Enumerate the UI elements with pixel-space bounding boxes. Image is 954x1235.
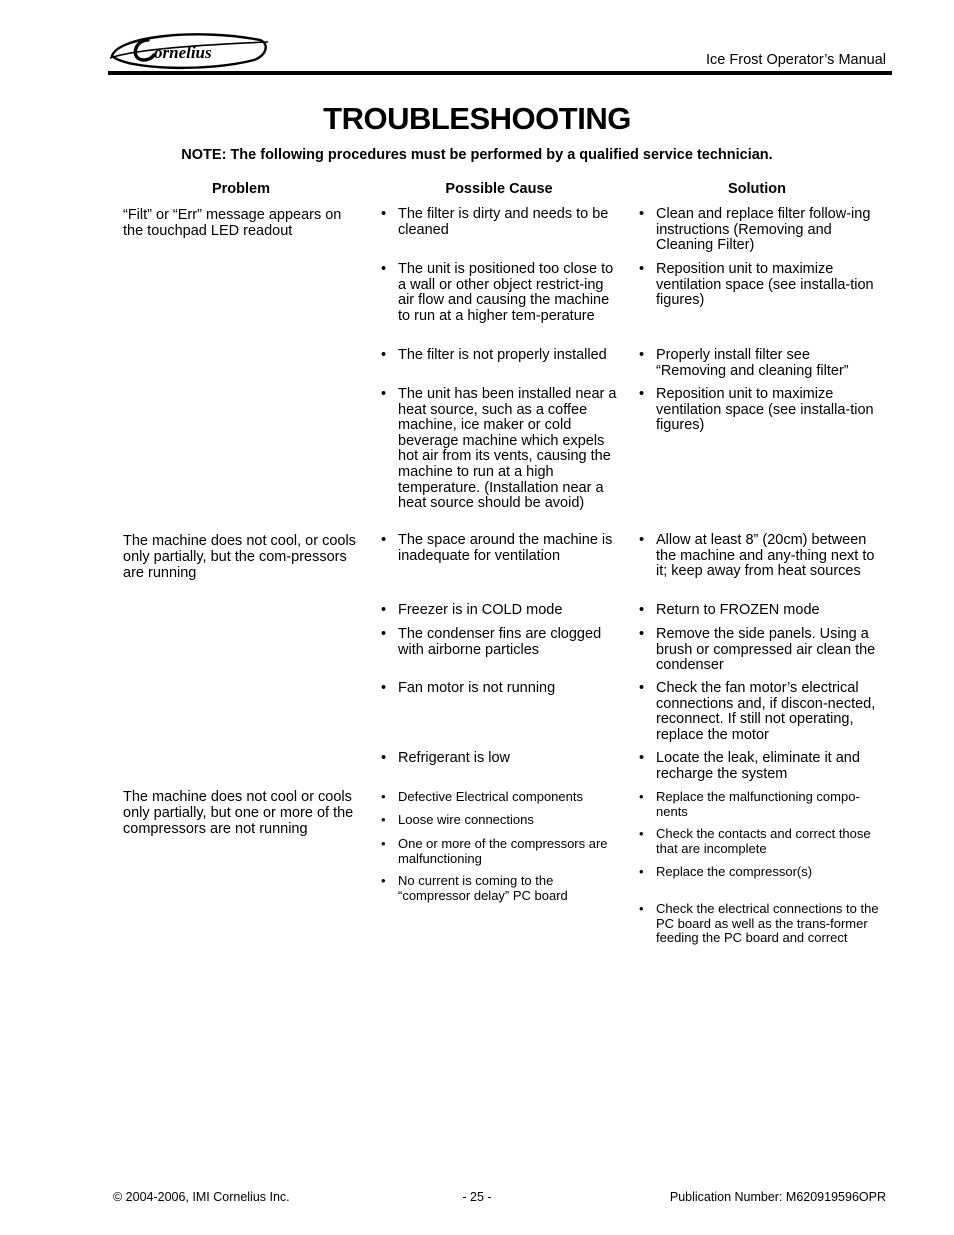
problem-text: The machine does not cool or cools only partially, but one or more of the compressors are not running: [123, 789, 354, 837]
solution-item: [639, 750, 881, 782]
footer-copyright: © 2004-2006, IMI Cornelius Inc.: [113, 1190, 290, 1204]
column-header-problem: Problem: [211, 181, 270, 197]
solution-text: Reposition unit to maximize ventilation space (see installa-tion figures): [656, 261, 874, 309]
solution-text: Properly install filter see “Removing and cleaning filter”: [656, 347, 849, 379]
solution-text: Reposition unit to maximize ventilation space (see installa-tion figures): [656, 386, 874, 434]
bullet: •: [381, 386, 387, 402]
solution-text: Check the contacts and correct those that are incomplete: [656, 826, 871, 856]
bullet: •: [381, 347, 387, 363]
cause-item: [381, 789, 623, 805]
bullet: •: [639, 206, 645, 222]
problem-text: The machine does not cool, or cools only partially, but the com-pressors are running: [123, 533, 356, 581]
bullet: •: [381, 602, 387, 618]
cause-item: [381, 261, 623, 324]
solution-item: [639, 826, 881, 856]
cause-text: The condenser fins are clogged with airborne particles: [398, 626, 602, 658]
cause-text: Freezer is in COLD mode: [398, 602, 563, 618]
solution-item: [639, 532, 881, 580]
bullet: •: [381, 532, 387, 548]
cause-item: [381, 836, 623, 866]
solution-text: Return to FROZEN mode: [656, 602, 820, 618]
cause-text: Defective Electrical components: [398, 789, 583, 804]
bullet: •: [639, 680, 645, 696]
solution-text: Replace the compressor(s): [656, 864, 813, 879]
svg-text:ornelius: ornelius: [154, 43, 212, 62]
cause-text: One or more of the compressors are malfunctioning: [398, 836, 608, 866]
page-title: TROUBLESHOOTING: [323, 101, 631, 136]
cause-text: Fan motor is not running: [398, 680, 556, 696]
cause-text: The filter is dirty and needs to be cleaned: [398, 206, 609, 238]
bullet: •: [639, 826, 644, 841]
bullet: •: [381, 750, 387, 766]
footer-publication-number: Publication Number: M620919596OPR: [669, 1190, 886, 1204]
bullet: •: [381, 626, 387, 642]
bullet: •: [381, 789, 386, 804]
cause-text: Loose wire connections: [398, 812, 534, 827]
solution-item: [639, 626, 881, 674]
solution-text: Check the electrical connections to the PC board as well as the trans-former feeding the PC board and correct: [656, 901, 879, 946]
solution-text: Clean and replace filter follow-ing instructions (Removing and Cleaning Filter): [656, 206, 871, 254]
solution-item: [639, 680, 881, 743]
cause-text: The unit has been installed near a heat source, such as a coffee machine, ice maker or cold beverage machine which expels hot air from its vents, causing the machine to run at a high temperature. (Installation near a heat source should be avoid): [398, 386, 617, 512]
cause-item: [381, 812, 623, 828]
solution-text: Replace the malfunctioning compo-nents: [656, 789, 860, 819]
cause-text: No current is coming to the “compressor delay” PC board: [398, 873, 568, 903]
cause-item: [381, 347, 623, 364]
bullet: •: [639, 626, 645, 642]
cornelius-logo: [108, 30, 268, 70]
bullet: •: [639, 750, 645, 766]
solution-text: Allow at least 8” (20cm) between the machine and any-thing next to it; keep away from heat sources: [656, 532, 875, 580]
cause-item: [381, 386, 623, 512]
cause-item: [381, 873, 623, 903]
cause-item: [381, 626, 623, 658]
cause-item: [381, 602, 623, 619]
cause-text: The filter is not properly installed: [398, 347, 607, 363]
safety-note: NOTE: The following procedures must be performed by a qualified service technician.: [181, 147, 773, 163]
bullet: •: [639, 386, 645, 402]
bullet: •: [639, 789, 644, 804]
cause-item: [381, 680, 623, 697]
solution-item: [639, 206, 881, 254]
bullet: •: [381, 680, 387, 696]
solution-item: [639, 386, 881, 434]
footer-page-number: - 25 -: [462, 1190, 492, 1204]
bullet: •: [639, 602, 645, 618]
column-header-solution: Solution: [728, 181, 786, 197]
solution-item: [639, 901, 881, 946]
bullet: •: [639, 347, 645, 363]
bullet: •: [381, 836, 386, 851]
bullet: •: [381, 873, 386, 888]
manual-title: Ice Frost Operator’s Manual: [706, 52, 886, 68]
solution-text: Remove the side panels. Using a brush or compressed air clean the condenser: [656, 626, 876, 674]
solution-item: [639, 789, 881, 819]
cause-text: The space around the machine is inadequate for ventilation: [398, 532, 613, 564]
solution-text: Locate the leak, eliminate it and recharge the system: [656, 750, 860, 782]
solution-text: Check the fan motor’s electrical connections and, if discon-nected, reconnect. If still not operating, replace the motor: [656, 680, 876, 743]
cause-item: [381, 750, 623, 767]
header-rule: [108, 71, 892, 75]
bullet: •: [639, 901, 644, 916]
bullet: •: [639, 532, 645, 548]
cause-text: The unit is positioned too close to a wall or other object restrict-ing air flow and causing the machine to run at a higher tem-perature: [398, 261, 614, 324]
cause-item: [381, 532, 623, 564]
bullet: •: [381, 812, 386, 827]
page-header: [108, 28, 892, 76]
problem-text: “Filt” or “Err” message appears on the touchpad LED readout: [123, 207, 342, 239]
column-header-cause: Possible Cause: [445, 181, 553, 197]
bullet: •: [639, 261, 645, 277]
cause-item: [381, 206, 623, 238]
solution-item: [639, 602, 881, 619]
bullet: •: [639, 864, 644, 879]
bullet: •: [381, 206, 387, 222]
bullet: •: [381, 261, 387, 277]
solution-item: [639, 261, 881, 309]
solution-item: [639, 864, 881, 880]
solution-item: [639, 347, 881, 379]
cause-text: Refrigerant is low: [398, 750, 511, 766]
